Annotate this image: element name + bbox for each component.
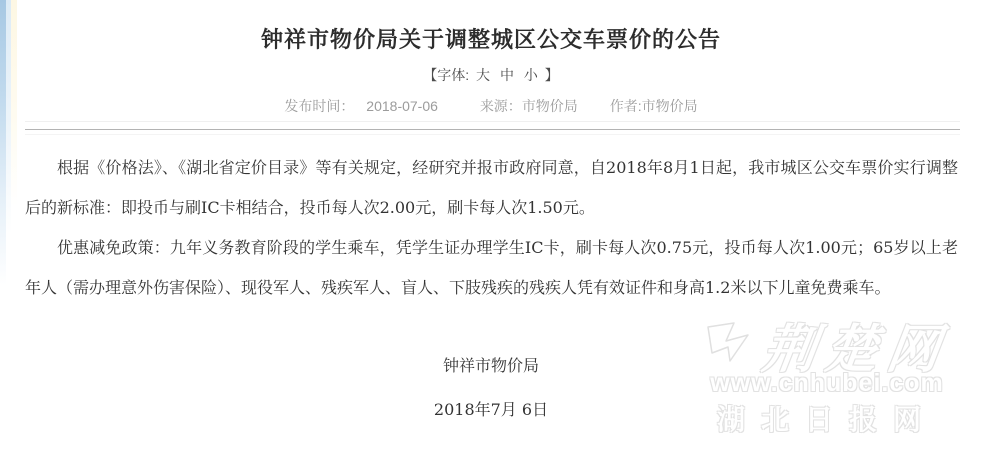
source-label: 来源：	[479, 98, 522, 114]
font-bar-prefix: 【字体:	[423, 67, 470, 83]
font-size-medium-link[interactable]: 中	[499, 67, 514, 83]
author-value: 市物价局	[641, 98, 698, 114]
font-bar-suffix: 】	[544, 67, 559, 83]
watermark-site-name: 湖北日报网	[716, 404, 937, 435]
font-size-small-link[interactable]: 小	[523, 67, 538, 83]
source-value: 市物价局	[521, 98, 578, 114]
signature-block	[0, 346, 982, 430]
signature-agency: 钟祥市物价局	[442, 356, 539, 375]
signature-date: 2018年7月 6日	[433, 400, 549, 419]
author-label: 作者:	[609, 98, 642, 114]
article-body	[25, 148, 958, 308]
font-size-large-link[interactable]: 大	[476, 67, 491, 83]
divider-hairline-bottom	[25, 134, 960, 135]
divider-line-main	[25, 129, 960, 130]
page-title: 钟祥市物价局关于调整城区公交车票价的公告	[260, 27, 721, 52]
body-paragraph-discount-policy: 优惠减免政策：九年义务教育阶段的学生乘车，凭学生证办理学生IC卡，刷卡每人次0.75元，投币每人次1.00元；65岁以上老年人（需办理意外伤害保险）、现役军人、残疾军人、盲人、下肢残疾的残疾人凭有效证件和身高1.2米以下儿童免费乘车。	[25, 238, 958, 297]
body-paragraph-fare-standard: 根据《价格法》、《湖北省定价目录》等有关规定，经研究并报市政府同意，自2018年8月1日起，我市城区公交车票价实行调整后的新标准：即投币与刷IC卡相结合，投币每人次2.00元，刷卡每人次1.50元。	[25, 158, 958, 217]
publish-time-label: 发布时间：	[284, 98, 355, 114]
font-size-bar	[0, 66, 982, 85]
header-divider	[25, 121, 960, 135]
publish-time-value: 2018-07-06	[366, 98, 438, 114]
article-header	[0, 0, 982, 115]
watermark-url: www.cnhubei.com	[710, 369, 944, 397]
divider-hairline-top	[25, 121, 960, 122]
article-meta	[0, 97, 982, 115]
watermark-logo-text: 荆楚网	[758, 318, 954, 380]
